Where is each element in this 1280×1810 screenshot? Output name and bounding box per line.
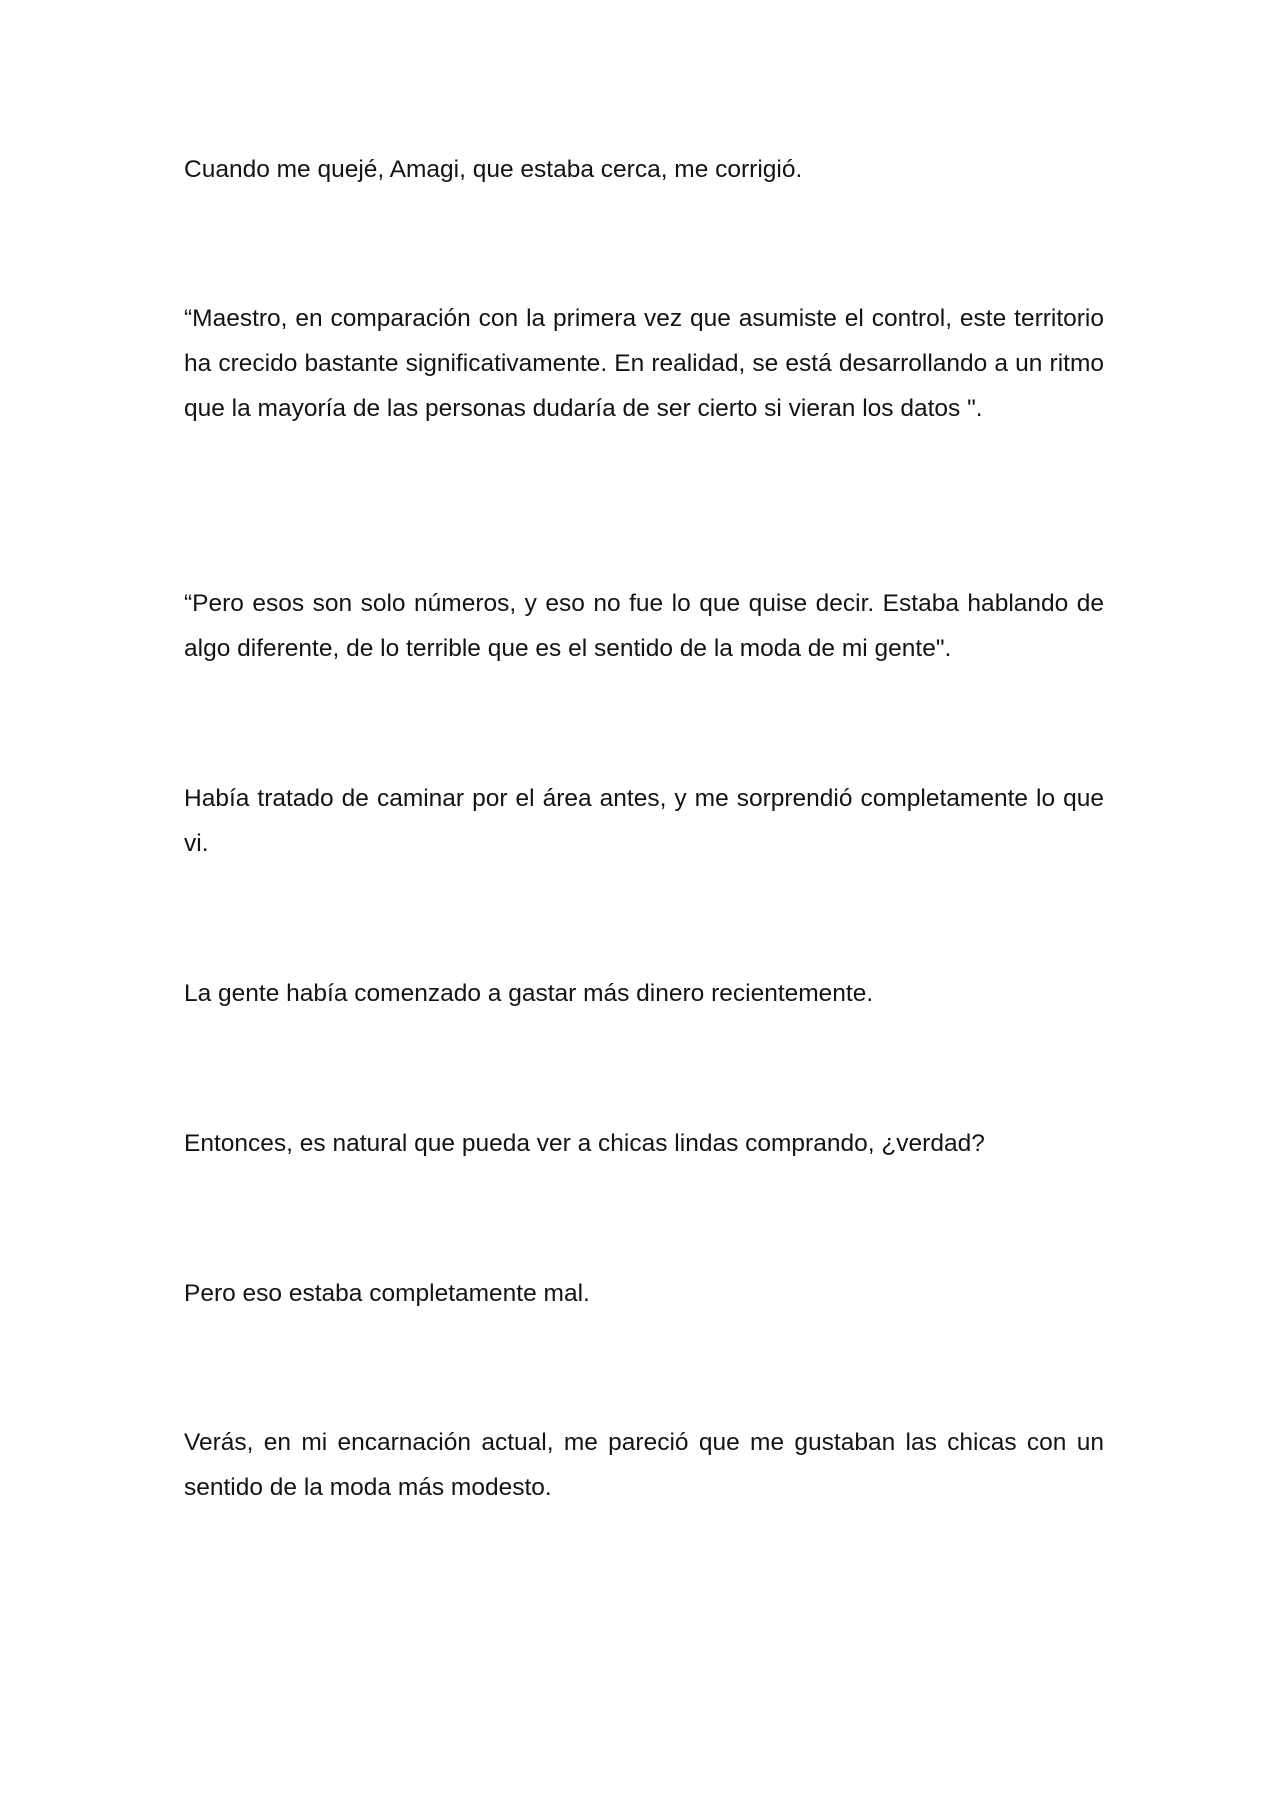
paragraph-1: Cuando me quejé, Amagi, que estaba cerca, me corrigió.: [184, 156, 803, 183]
paragraph-3: “Pero esos son solo números, y eso no fue lo que quise decir. Estaba hablando de algo diferente, de lo terrible que es el sentido de la moda de mi gente".: [184, 590, 1104, 662]
paragraph-2: “Maestro, en comparación con la primera vez que asumiste el control, este territorio ha crecido bastante significativamente. En realidad, se está desarrollando a un ritmo que la mayoría de las personas dudaría de ser cierto si vieran los datos ".: [184, 305, 1104, 422]
paragraph-5: La gente había comenzado a gastar más dinero recientemente.: [184, 980, 874, 1007]
paragraph-4: Había tratado de caminar por el área antes, y me sorprendió completamente lo que vi.: [184, 785, 1104, 857]
paragraph-6: Entonces, es natural que pueda ver a chicas lindas comprando, ¿verdad?: [184, 1130, 985, 1157]
paragraph-7: Pero eso estaba completamente mal.: [184, 1280, 590, 1307]
paragraph-8: Verás, en mi encarnación actual, me pareció que me gustaban las chicas con un sentido de la moda más modesto.: [184, 1429, 1104, 1501]
